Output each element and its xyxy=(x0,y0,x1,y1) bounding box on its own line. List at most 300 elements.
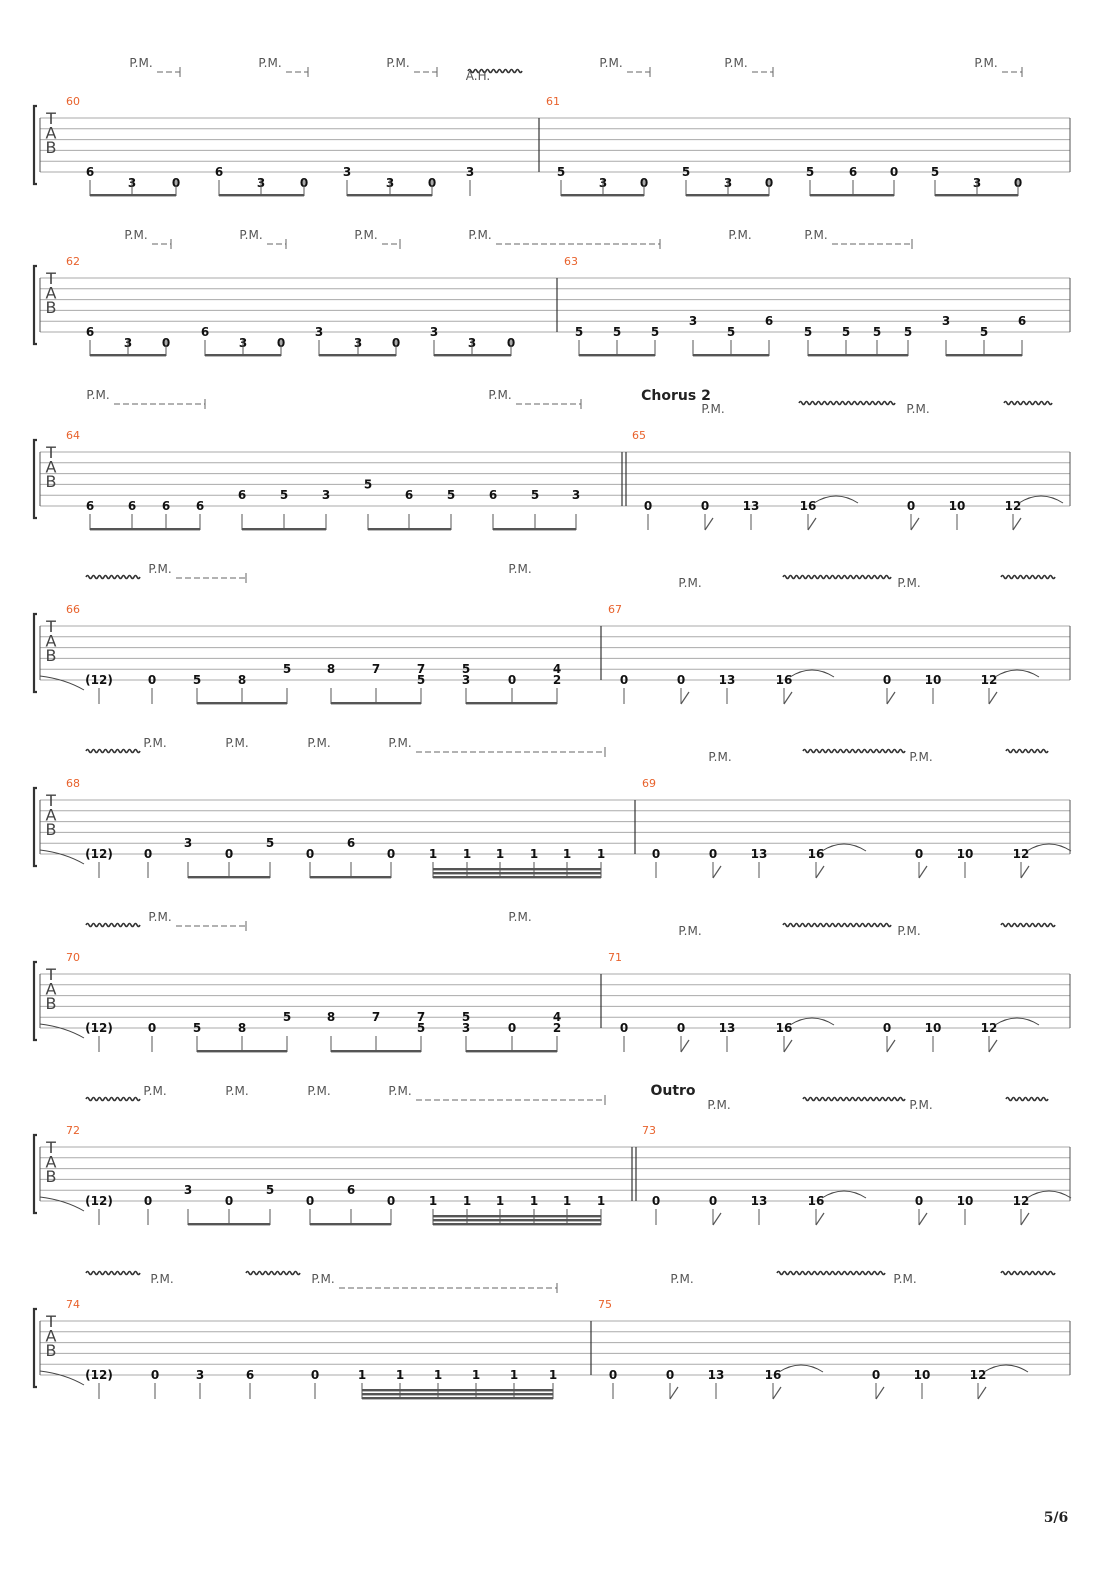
fret-number: 5 xyxy=(726,325,736,339)
palm-mute-label: P.M. xyxy=(225,736,249,750)
note-flag xyxy=(713,866,721,878)
vibrato-mark xyxy=(799,402,895,405)
palm-mute-label: P.M. xyxy=(488,388,512,402)
fret-number: 10 xyxy=(956,847,974,861)
note-flag xyxy=(681,692,689,704)
fret-number: 16 xyxy=(807,1194,825,1208)
tab-clef-letter: B xyxy=(45,646,57,665)
fret-number: 0 xyxy=(871,1368,881,1382)
tie-arc xyxy=(40,1371,84,1385)
fret-number: 13 xyxy=(742,499,760,513)
bar-number: 70 xyxy=(66,951,80,964)
tab-clef-letter: B xyxy=(45,820,57,839)
beam xyxy=(946,354,1022,356)
fret-number: 6 xyxy=(85,499,95,513)
palm-mute-label: P.M. xyxy=(307,736,331,750)
note-flag xyxy=(989,1040,997,1052)
palm-mute-label: P.M. xyxy=(354,228,378,242)
fret-number: 5 xyxy=(556,165,566,179)
beam xyxy=(219,194,304,196)
fret-number: 5 xyxy=(574,325,584,339)
beam xyxy=(362,1389,553,1391)
palm-mute-label: P.M. xyxy=(468,228,492,242)
tie-arc xyxy=(1027,844,1071,851)
fret-number: 3 xyxy=(123,335,133,350)
tie-arc xyxy=(40,676,84,690)
note-flag xyxy=(1021,1213,1029,1225)
system-bracket xyxy=(34,440,37,518)
beam xyxy=(433,872,601,874)
fret-number: 10 xyxy=(948,499,966,513)
beam xyxy=(242,528,326,530)
system-bracket xyxy=(34,266,37,344)
palm-mute-label: P.M. xyxy=(148,910,172,924)
fret-number: 0 xyxy=(305,847,315,861)
palm-mute-label: P.M. xyxy=(148,562,172,576)
fret-number: 3 xyxy=(321,488,331,503)
fret-number: 12 xyxy=(1012,1194,1030,1208)
tab-clef-letter: T xyxy=(46,109,56,128)
palm-mute-label: P.M. xyxy=(909,1098,933,1112)
beam xyxy=(810,194,894,196)
bar-number: 63 xyxy=(564,255,578,268)
fret-number: 5 xyxy=(416,673,426,687)
palm-mute-label: P.M. xyxy=(129,56,153,70)
beam xyxy=(347,194,432,196)
palm-mute-label: P.M. xyxy=(670,1272,694,1286)
note-flag xyxy=(1013,518,1021,530)
fret-number: 7 xyxy=(371,662,381,677)
palm-mute-label: P.M. xyxy=(225,1084,249,1098)
fret-number: (12) xyxy=(85,1368,113,1382)
vibrato-mark xyxy=(1001,1272,1055,1275)
bar-number: 71 xyxy=(608,951,622,964)
beam xyxy=(205,354,281,356)
harmonic-label: A.H. xyxy=(465,69,491,83)
fret-number: 5 xyxy=(282,662,292,677)
tab-clef-letter: A xyxy=(45,1326,57,1346)
section-title: Outro xyxy=(650,1083,696,1099)
fret-number: 0 xyxy=(161,335,171,350)
vibrato-mark xyxy=(783,576,891,579)
section-title: Chorus 2 xyxy=(641,388,711,404)
fret-number: 0 xyxy=(506,335,516,350)
palm-mute-label: P.M. xyxy=(909,750,933,764)
tab-clef-letter: B xyxy=(45,138,57,157)
fret-number: 13 xyxy=(718,673,736,687)
fret-number: 6 xyxy=(161,499,171,513)
palm-mute-label: P.M. xyxy=(893,1272,917,1286)
vibrato-mark xyxy=(777,1272,885,1275)
fret-number: 5 xyxy=(416,1021,426,1035)
tab-clef-letter: B xyxy=(45,994,57,1013)
fret-number: 3 xyxy=(723,175,733,190)
bar-number: 65 xyxy=(632,429,646,442)
fret-number: 6 xyxy=(200,325,210,339)
palm-mute-label: P.M. xyxy=(508,910,532,924)
fret-number: 0 xyxy=(150,1368,160,1382)
tie-arc xyxy=(1027,1191,1071,1198)
fret-number: 0 xyxy=(224,1194,234,1208)
tab-clef-letter: T xyxy=(46,1312,56,1331)
vibrato-mark xyxy=(86,576,140,579)
fret-number: 4 xyxy=(552,1010,562,1025)
fret-number: 6 xyxy=(195,499,205,513)
fret-number: 10 xyxy=(913,1368,931,1382)
note-flag xyxy=(919,1213,927,1225)
fret-number: 5 xyxy=(681,165,691,179)
note-flag xyxy=(876,1387,884,1399)
tab-clef-letter: B xyxy=(45,298,57,317)
fret-number: 10 xyxy=(956,1194,974,1208)
beam xyxy=(466,702,557,704)
note-flag xyxy=(705,518,713,530)
note-flag xyxy=(887,1040,895,1052)
tie-arc xyxy=(779,1365,823,1372)
tab-clef-letter: T xyxy=(46,269,56,288)
fret-number: 6 xyxy=(1017,314,1027,329)
fret-number: 1 xyxy=(495,847,505,861)
palm-mute-label: P.M. xyxy=(386,56,410,70)
fret-number: 16 xyxy=(807,847,825,861)
fret-number: 13 xyxy=(718,1021,736,1035)
tab-clef-letter: A xyxy=(45,1152,57,1172)
beam xyxy=(319,354,396,356)
fret-number: 0 xyxy=(700,499,710,513)
system-bracket xyxy=(34,788,37,866)
beam xyxy=(331,1050,421,1052)
note-flag xyxy=(919,866,927,878)
fret-number: 0 xyxy=(1013,175,1023,190)
system-bracket xyxy=(34,1135,37,1213)
tie-arc xyxy=(790,670,834,677)
fret-number: 8 xyxy=(326,662,336,677)
fret-number: 16 xyxy=(775,673,793,687)
tie-arc xyxy=(814,496,858,503)
fret-number: 5 xyxy=(265,836,275,851)
palm-mute-label: P.M. xyxy=(897,576,921,590)
tab-clef-letter: T xyxy=(46,1138,56,1157)
palm-mute-label: P.M. xyxy=(678,576,702,590)
beam xyxy=(433,876,601,878)
fret-number: 0 xyxy=(676,673,686,687)
tab-clef-letter: T xyxy=(46,617,56,636)
fret-number: 3 xyxy=(195,1368,205,1382)
fret-number: 0 xyxy=(914,847,924,861)
tie-arc xyxy=(40,1197,84,1211)
vibrato-mark xyxy=(1004,402,1052,405)
fret-number: 0 xyxy=(708,847,718,861)
beam xyxy=(433,1215,601,1217)
fret-number: 5 xyxy=(530,488,540,503)
tab-clef-letter: T xyxy=(46,965,56,984)
beam xyxy=(686,194,769,196)
fret-number: 0 xyxy=(386,1194,396,1208)
bar-number: 64 xyxy=(66,429,80,442)
palm-mute-label: P.M. xyxy=(86,388,110,402)
fret-number: 6 xyxy=(214,165,224,179)
vibrato-mark xyxy=(1006,1098,1048,1101)
fret-number: 3 xyxy=(127,175,137,190)
vibrato-mark xyxy=(246,1272,300,1275)
tie-arc xyxy=(822,844,866,851)
tab-clef-letter: A xyxy=(45,805,57,825)
fret-number: (12) xyxy=(85,1021,113,1035)
fret-number: 1 xyxy=(395,1368,405,1382)
fret-number: 5 xyxy=(650,325,660,339)
fret-number: 3 xyxy=(465,165,475,179)
beam xyxy=(434,354,511,356)
fret-number: 3 xyxy=(342,165,352,179)
fret-number: 5 xyxy=(979,325,989,339)
fret-number: 0 xyxy=(608,1368,618,1382)
fret-number: 5 xyxy=(803,325,813,339)
bar-number: 75 xyxy=(598,1298,612,1311)
beam xyxy=(362,1393,553,1395)
fret-number: 13 xyxy=(750,1194,768,1208)
fret-number: 0 xyxy=(639,175,649,190)
note-flag xyxy=(887,692,895,704)
beam xyxy=(310,876,391,878)
fret-number: (12) xyxy=(85,1194,113,1208)
fret-number: 6 xyxy=(85,325,95,339)
system-bracket xyxy=(34,1309,37,1387)
fret-number: 16 xyxy=(775,1021,793,1035)
fret-number: 6 xyxy=(764,314,774,329)
fret-number: 0 xyxy=(143,847,153,861)
palm-mute-label: P.M. xyxy=(728,228,752,242)
beam xyxy=(561,194,644,196)
tie-arc xyxy=(790,1018,834,1025)
beam xyxy=(310,1223,391,1225)
system-bracket xyxy=(34,614,37,692)
bar-number: 73 xyxy=(642,1124,656,1137)
beam xyxy=(188,1223,270,1225)
palm-mute-label: P.M. xyxy=(708,750,732,764)
fret-number: 5 xyxy=(872,325,882,339)
fret-number: 0 xyxy=(643,499,653,513)
fret-number: 3 xyxy=(238,335,248,350)
fret-number: 1 xyxy=(428,847,438,861)
note-flag xyxy=(713,1213,721,1225)
fret-number: 3 xyxy=(183,836,193,851)
fret-number: 0 xyxy=(507,1021,517,1035)
beam xyxy=(197,702,287,704)
vibrato-mark xyxy=(86,1272,140,1275)
fret-number: 0 xyxy=(507,673,517,687)
fret-number: 5 xyxy=(461,662,471,677)
vibrato-mark xyxy=(1001,924,1055,927)
fret-number: 2 xyxy=(552,1021,562,1035)
fret-number: 1 xyxy=(428,1194,438,1208)
note-flag xyxy=(784,1040,792,1052)
fret-number: 0 xyxy=(619,1021,629,1035)
tie-arc xyxy=(1019,496,1063,503)
fret-number: 8 xyxy=(237,1021,247,1035)
fret-number: 3 xyxy=(467,335,477,350)
fret-number: (12) xyxy=(85,673,113,687)
palm-mute-label: P.M. xyxy=(311,1272,335,1286)
fret-number: 13 xyxy=(750,847,768,861)
fret-number: 0 xyxy=(676,1021,686,1035)
fret-number: 5 xyxy=(265,1183,275,1198)
fret-number: 0 xyxy=(914,1194,924,1208)
note-flag xyxy=(808,518,816,530)
system-bracket xyxy=(34,962,37,1040)
fret-number: 0 xyxy=(651,1194,661,1208)
fret-number: 7 xyxy=(416,662,426,677)
beam xyxy=(493,528,576,530)
fret-number: 0 xyxy=(147,1021,157,1035)
fret-number: 0 xyxy=(386,847,396,861)
fret-number: 12 xyxy=(1012,847,1030,861)
fret-number: 0 xyxy=(224,847,234,861)
fret-number: (12) xyxy=(85,847,113,861)
fret-number: 0 xyxy=(651,847,661,861)
fret-number: 3 xyxy=(385,175,395,190)
palm-mute-label: P.M. xyxy=(388,1084,412,1098)
vibrato-mark xyxy=(86,750,140,753)
tab-clef-letter: A xyxy=(45,283,57,303)
fret-number: 0 xyxy=(299,175,309,190)
fret-number: 0 xyxy=(906,499,916,513)
tab-clef-letter: A xyxy=(45,457,57,477)
note-flag xyxy=(816,1213,824,1225)
fret-number: 0 xyxy=(882,673,892,687)
vibrato-mark xyxy=(803,750,905,753)
fret-number: 2 xyxy=(552,673,562,687)
fret-number: 5 xyxy=(805,165,815,179)
fret-number: 0 xyxy=(147,673,157,687)
note-flag xyxy=(784,692,792,704)
palm-mute-label: P.M. xyxy=(150,1272,174,1286)
beam xyxy=(433,1223,601,1225)
fret-number: 3 xyxy=(688,314,698,329)
fret-number: 0 xyxy=(619,673,629,687)
palm-mute-label: P.M. xyxy=(724,56,748,70)
fret-number: 5 xyxy=(903,325,913,339)
fret-number: 3 xyxy=(941,314,951,329)
fret-number: 3 xyxy=(571,488,581,503)
fret-number: 0 xyxy=(171,175,181,190)
fret-number: 0 xyxy=(764,175,774,190)
vibrato-mark xyxy=(1001,576,1055,579)
fret-number: 7 xyxy=(416,1010,426,1025)
palm-mute-label: P.M. xyxy=(258,56,282,70)
beam xyxy=(197,1050,287,1052)
palm-mute-label: P.M. xyxy=(307,1084,331,1098)
fret-number: 1 xyxy=(462,847,472,861)
fret-number: 7 xyxy=(371,1010,381,1025)
fret-number: 5 xyxy=(612,325,622,339)
tab-clef-letter: B xyxy=(45,1167,57,1186)
fret-number: 0 xyxy=(882,1021,892,1035)
palm-mute-label: P.M. xyxy=(906,402,930,416)
fret-number: 13 xyxy=(707,1368,725,1382)
page-number: 5/6 xyxy=(1043,1510,1069,1526)
fret-number: 3 xyxy=(183,1183,193,1198)
system-bracket xyxy=(34,106,37,184)
bar-number: 67 xyxy=(608,603,622,616)
fret-number: 16 xyxy=(764,1368,782,1382)
fret-number: 12 xyxy=(980,673,998,687)
beam xyxy=(90,528,200,530)
palm-mute-label: P.M. xyxy=(124,228,148,242)
fret-number: 1 xyxy=(596,1194,606,1208)
bar-number: 72 xyxy=(66,1124,80,1137)
fret-number: 0 xyxy=(310,1368,320,1382)
beam xyxy=(433,868,601,870)
note-flag xyxy=(816,866,824,878)
fret-number: 0 xyxy=(143,1194,153,1208)
fret-number: 3 xyxy=(353,335,363,350)
palm-mute-label: P.M. xyxy=(508,562,532,576)
fret-number: 1 xyxy=(562,847,572,861)
fret-number: 1 xyxy=(562,1194,572,1208)
fret-number: 10 xyxy=(924,673,942,687)
fret-number: 3 xyxy=(429,325,439,339)
beam xyxy=(579,354,655,356)
fret-number: 12 xyxy=(1004,499,1022,513)
fret-number: 5 xyxy=(279,488,289,503)
beam xyxy=(935,194,1018,196)
fret-number: 3 xyxy=(256,175,266,190)
vibrato-mark xyxy=(86,1098,140,1101)
fret-number: 5 xyxy=(461,1010,471,1025)
fret-number: 1 xyxy=(357,1368,367,1382)
note-flag xyxy=(989,692,997,704)
beam xyxy=(466,1050,557,1052)
vibrato-mark xyxy=(1006,750,1048,753)
fret-number: 3 xyxy=(314,325,324,339)
tab-clef-letter: T xyxy=(46,791,56,810)
palm-mute-label: P.M. xyxy=(974,56,998,70)
fret-number: 0 xyxy=(889,165,899,179)
palm-mute-label: P.M. xyxy=(239,228,263,242)
beam xyxy=(693,354,769,356)
tie-arc xyxy=(40,850,84,864)
fret-number: 8 xyxy=(326,1010,336,1025)
fret-number: 12 xyxy=(980,1021,998,1035)
tie-arc xyxy=(822,1191,866,1198)
tie-arc xyxy=(984,1365,1028,1372)
fret-number: 3 xyxy=(972,175,982,190)
fret-number: 0 xyxy=(665,1368,675,1382)
fret-number: 6 xyxy=(346,836,356,851)
fret-number: 6 xyxy=(404,488,414,503)
fret-number: 6 xyxy=(848,165,858,179)
beam xyxy=(188,876,270,878)
beam xyxy=(433,1219,601,1221)
fret-number: 6 xyxy=(85,165,95,179)
beam xyxy=(90,194,176,196)
bar-number: 62 xyxy=(66,255,80,268)
palm-mute-label: P.M. xyxy=(897,924,921,938)
note-flag xyxy=(1021,866,1029,878)
tab-clef-letter: A xyxy=(45,631,57,651)
palm-mute-label: P.M. xyxy=(143,1084,167,1098)
vibrato-mark xyxy=(803,1098,905,1101)
fret-number: 6 xyxy=(127,499,137,513)
fret-number: 5 xyxy=(930,165,940,179)
beam xyxy=(331,702,421,704)
fret-number: 3 xyxy=(598,175,608,190)
fret-number: 3 xyxy=(461,673,471,687)
vibrato-mark xyxy=(86,924,140,927)
vibrato-mark xyxy=(783,924,891,927)
fret-number: 0 xyxy=(708,1194,718,1208)
note-flag xyxy=(978,1387,986,1399)
